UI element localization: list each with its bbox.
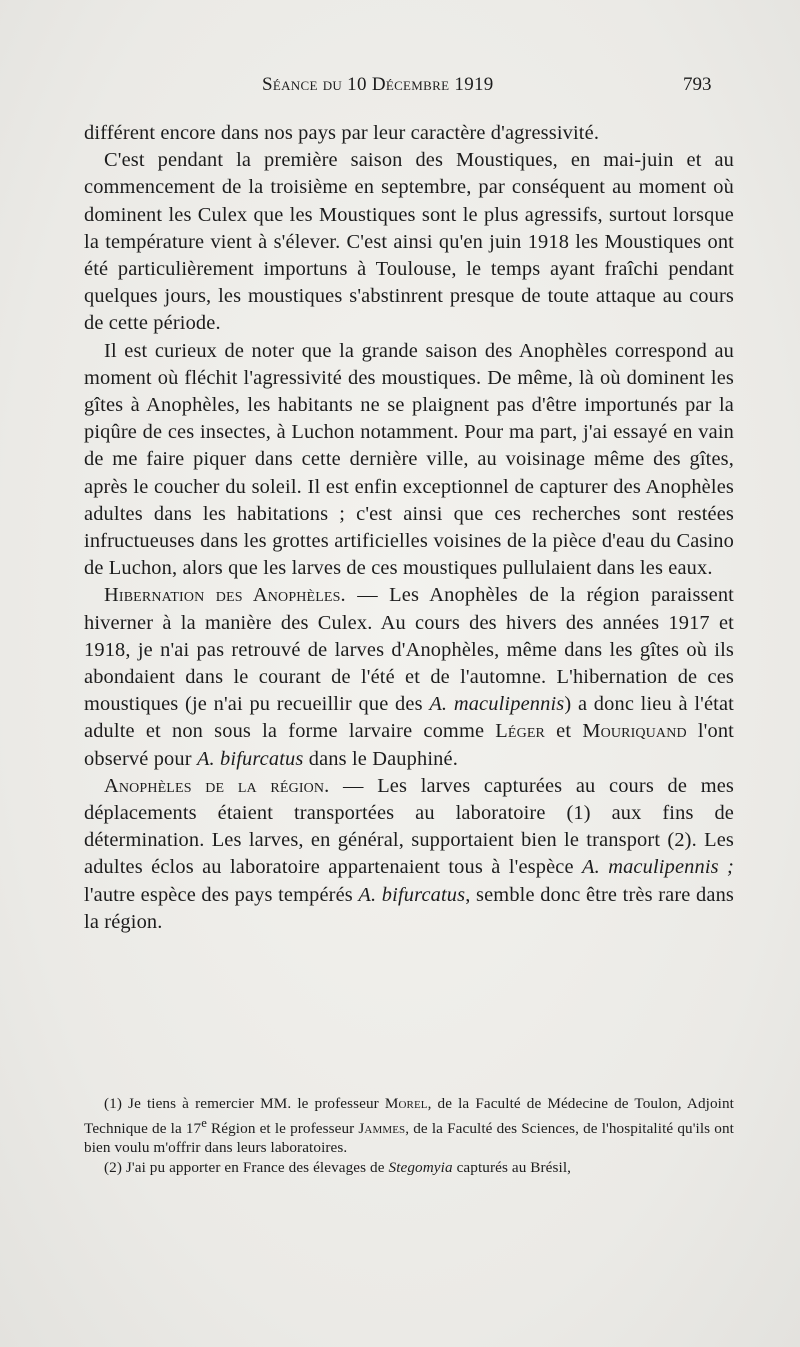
main-text	[84, 120, 734, 936]
species-name: A. bifurcatus	[358, 883, 466, 906]
footnote-1	[84, 1094, 734, 1158]
text-run: Région et le professeur	[206, 1119, 359, 1137]
paragraph-1: différent encore dans nos pays par leur caractère d'agressivité.	[84, 122, 600, 144]
footnotes	[84, 1094, 734, 1177]
page-number: 793	[683, 74, 712, 95]
text-run: ) a donc lieu à l'état adulte et non sous la forme larvaire comme	[84, 693, 734, 743]
text-run: (1) Je tiens à remercier MM. le professeur	[104, 1095, 385, 1112]
text-run: l'autre espèce des pays tempérés	[84, 883, 359, 906]
paragraph-2: C'est pendant la première saison des Moustiques, en mai-juin et au commencement de la troisième en septembre, par conséquent au moment où dominent les Culex que les Moustiques sont le plus agressifs, surtout lorsque la température vient à s'élever. C'est ainsi qu'en juin 1918 les Moustiques ont été particulièrement importuns à Toulouse, le temps ayant fraîchi pendant quelques jours, les moustiques s'abstinrent presque de toute attaque au cours de cette période.	[84, 149, 734, 335]
text-run: dans le Dauphiné.	[303, 747, 458, 770]
ordinal-superscript: e	[201, 1115, 207, 1130]
section-heading-hibernation: Hibernation des Anophèles.	[104, 584, 346, 607]
section-heading-anopheles: Anophèles de la région.	[104, 774, 330, 797]
paragraph-3: Il est curieux de noter que la grande saison des Anophèles correspond au moment où fléchit l'agressivité des moustiques. De même, là où dominent les gîtes à Anophèles, les habitants ne se plaignent pas d'être importunés par la piqûre de ces insectes, à Luchon notamment. Pour ma part, j'ai essayé en vain de me faire piquer dans cette dernière ville, au voisinage même des gîtes, après le coucher du soleil. Il est enfin exceptionnel de capturer des Anophèles adultes dans les habitations ; c'est ainsi que ces recherches sont restées infructueuses dans les grottes artificielles voisines de la pièce d'eau du Casino de Luchon, alors que les larves de ces moustiques pullulaient dans les eaux.	[84, 339, 734, 580]
text-run: — Les Anophèles de la région paraissent hiverner à la manière des Culex. Au cours des hivers des années 1917 et 1918, je n'ai pas retrouvé de larves d'Anophèles, même dans les gîtes où ils abondaient dans le courant de l'été et de l'automne. L'hibernation de ces moustiques (je n'ai pu recueillir que des	[84, 584, 734, 716]
text-run: et	[545, 720, 583, 743]
species-name: A. maculipennis	[429, 693, 565, 716]
text-run: capturés au Brésil,	[452, 1158, 572, 1176]
text-run: , de la Faculté des Sciences, de l'hospitalité qu'ils ont bien voulu m'offrir dans leurs laboratoires.	[84, 1119, 734, 1157]
footnote-2	[84, 1158, 734, 1178]
species-name: Stegomyia	[388, 1158, 453, 1176]
text-run: — Les larves capturées au cours de mes déplacements étaient transportées au laboratoire (1) aux fins de détermination. Les larves, en général, supportaient bien le transport (2). Les adultes éclos au laboratoire appartenaient tous à l'espèce	[84, 774, 734, 879]
author-name: Mouriquand	[582, 720, 687, 743]
species-name: A. maculipennis ;	[582, 856, 734, 879]
paragraph-hibernation	[84, 582, 734, 772]
text-run: l'ont observé pour	[84, 720, 734, 770]
paragraph-anopheles-region	[84, 773, 734, 936]
species-name: A. bifurcatus	[196, 747, 304, 770]
text-run: , de la Faculté de Médecine de Toulon, Adjoint Technique de la 17	[84, 1095, 735, 1137]
author-name: Léger	[495, 720, 546, 743]
author-name: Jammes	[358, 1119, 406, 1137]
text-run: (2) J'ai pu apporter en France des élevages de	[104, 1158, 389, 1176]
author-name: Morel	[384, 1095, 428, 1112]
text-run: , semble donc être très rare dans la région.	[84, 883, 735, 933]
page-header	[0, 72, 800, 102]
running-title: Séance du 10 Décembre 1919	[262, 74, 494, 95]
